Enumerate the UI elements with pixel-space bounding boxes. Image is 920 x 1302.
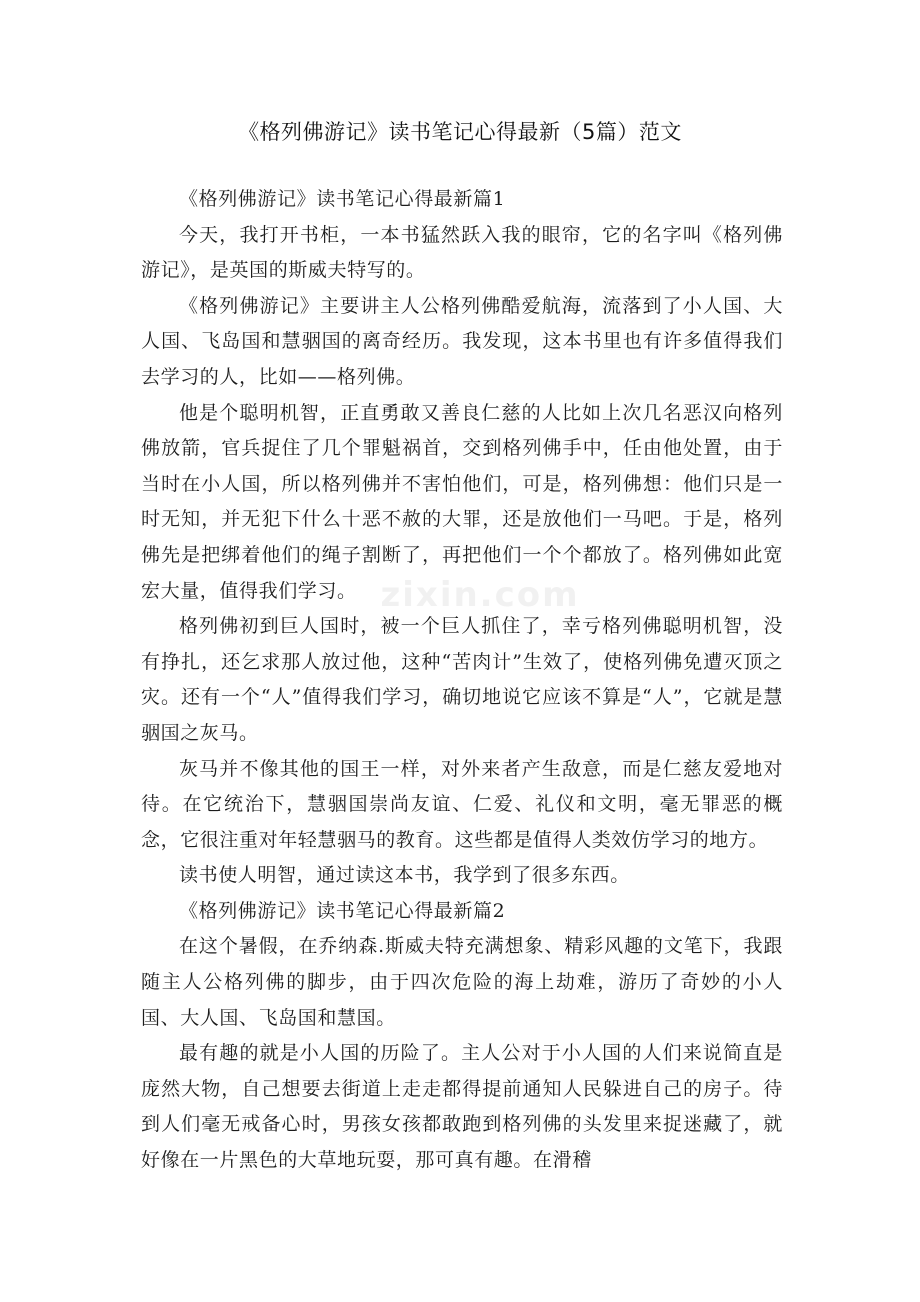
paragraph: 《格列佛游记》主要讲主人公格列佛酷爱航海，流落到了小人国、大人国、飞岛国和慧骃国的离奇经历。我发现，这本书里也有许多值得我们去学习的人，比如——格列佛。 [141, 294, 783, 388]
paragraph: 灰马并不像其他的国王一样，对外来者产生敌意，而是仁慈友爱地对待。在它统治下，慧骃国崇尚友谊、仁爱、礼仪和文明，毫无罪恶的概念，它很注重对年轻慧骃马的教育。这些都是值得人类效仿学习的地方。 [141, 757, 783, 851]
paragraph: 读书使人明智，通过读这本书，我学到了很多东西。 [179, 864, 630, 887]
paragraph: 最有趣的就是小人国的历险了。主人公对于小人国的人们来说简直是庞然大物，自己想要去街道上走走都得提前通知人民躲进自己的房子。待到人们毫无戒备心时，男孩女孩都敢跑到格列佛的头发里来捉迷藏了，就好像在一片黑色的大草地玩耍，那可真有趣。在滑稽 [141, 1042, 783, 1172]
watermark: zixin.com [380, 575, 580, 615]
section-heading: 《格列佛游记》读书笔记心得最新篇2 [179, 899, 506, 922]
paragraph: 他是个聪明机智，正直勇敢又善良仁慈的人比如上次几名恶汉向格列佛放箭，官兵捉住了几个罪魁祸首，交到格列佛手中，任由他处置，由于当时在小人国，所以格列佛并不害怕他们，可是，格列佛想：他们只是一时无知，并无犯下什么十恶不赦的大罪，还是放他们一马吧。于是，格列佛先是把绑着他们的绳子割断了，再把他们一个个都放了。格列佛如此宽宏大量，值得我们学习。 [141, 401, 783, 602]
section-heading: 《格列佛游记》读书笔记心得最新篇1 [179, 188, 506, 210]
paragraph: 今天，我打开书柜，一本书猛然跃入我的眼帘，它的名字叫《格列佛游记》，是英国的斯威夫特写的。 [141, 223, 783, 282]
document-body [141, 182, 783, 1179]
paragraph: 格列佛初到巨人国时，被一个巨人抓住了，幸亏格列佛聪明机智，没有挣扎，还乞求那人放过他，这种“苦肉计”生效了，使格列佛免遭灭顶之灾。还有一个“人”值得我们学习，确切地说它应该不算是“人”，它就是慧骃国之灰马。 [141, 615, 783, 744]
document-title: 《格列佛游记》读书笔记心得最新（5篇）范文 [238, 120, 682, 144]
paragraph: 在这个暑假，在乔纳森.斯威夫特充满想象、精彩风趣的文笔下，我跟随主人公格列佛的脚步，由于四次危险的海上劫难，游历了奇妙的小人国、大人国、飞岛国和慧国。 [141, 935, 783, 1029]
